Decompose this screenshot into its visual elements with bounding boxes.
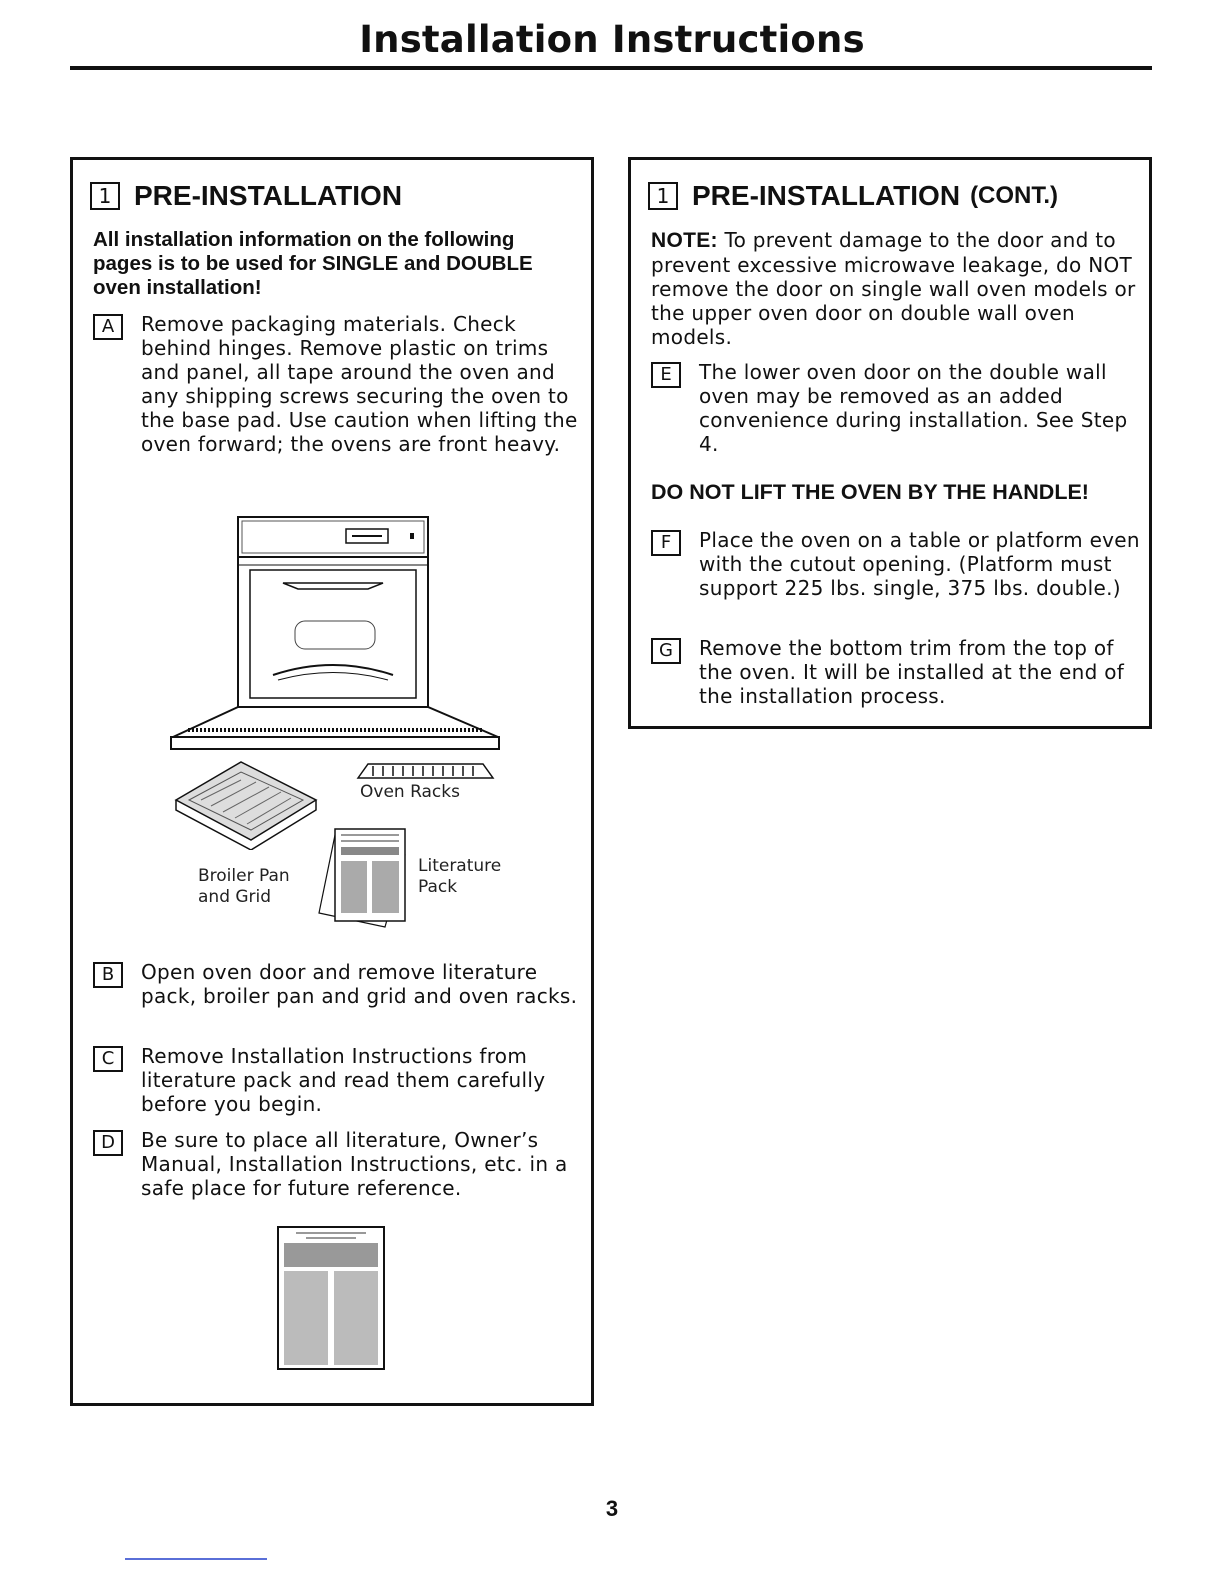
oven-racks-illustration [348,760,498,782]
section-heading-text: PRE-INSTALLATION [134,180,403,211]
step-letter-badge: F [651,530,681,556]
step-item-c [93,1044,583,1116]
broiler-pan-label-line2: and Grid [198,887,272,907]
pre-installation-panel [70,157,594,1406]
step-text: Remove the bottom trim from the top of the oven. It will be installed at the end of the installation process. [699,636,1125,708]
step-letter-badge: A [93,314,123,340]
step-item-g [651,636,1141,708]
section-heading-text: PRE-INSTALLATION [692,180,961,211]
handle-warning: DO NOT LIFT THE OVEN BY THE HANDLE! [651,480,1089,504]
literature-pack-illustration [315,825,415,930]
literature-pack-label-line2: Pack [418,877,458,897]
title-rule [70,66,1152,70]
step-letter-badge: B [93,962,123,988]
step-item-b [93,960,583,1008]
wall-oven-illustration [168,515,503,750]
step-text: Open oven door and remove literature pack, broiler pan and grid and oven racks. [141,960,578,1008]
literature-pack-label-line1: Literature [418,856,502,876]
page-number: 3 [605,1496,619,1521]
note-text: To prevent damage to the door and to prevent excessive microwave leakage, do NOT remove the door on single wall oven models or the upper oven door on double wall oven models. [651,228,1136,349]
oven-racks-label: Oven Racks [360,782,460,802]
step-letter-badge: G [651,638,681,664]
step-text: The lower oven door on the double wall oven may be removed as an added convenience during installation. See Step 4. [699,360,1128,456]
installation-booklet-illustration [276,1225,386,1371]
continued-suffix: (CONT.) [970,182,1059,209]
step-number-badge: 1 [648,182,678,210]
step-text: Remove Installation Instructions from literature pack and read them carefully before you begin. [141,1044,546,1116]
note-label: NOTE: [651,229,718,252]
broiler-pan-label-line1: Broiler Pan [198,866,290,886]
literature-pack-label [418,856,501,898]
lead-statement: All installation information on the following pages is to be used for SINGLE and DOUBLE oven installation! [93,228,533,299]
section-heading [648,180,1058,212]
step-letter-badge: C [93,1046,123,1072]
step-item-f [651,528,1141,600]
note-paragraph [651,228,1141,349]
broiler-pan-label [198,866,290,908]
step-letter-badge: D [93,1130,123,1156]
footer-line [125,1558,267,1560]
step-item-a [93,312,583,456]
step-item-d [93,1128,583,1200]
step-text: Be sure to place all literature, Owner’s Manual, Installation Instructions, etc. in a safe place for future reference. [141,1128,568,1200]
section-heading [90,180,402,212]
broiler-pan-illustration [171,760,321,850]
pre-installation-cont-panel [628,157,1152,729]
step-item-e [651,360,1141,456]
step-text: Place the oven on a table or platform even with the cutout opening. (Platform must support 225 lbs. single, 375 lbs. double.) [699,528,1140,600]
step-number-badge: 1 [90,182,120,210]
page-title: Installation Instructions [359,18,865,61]
step-letter-badge: E [651,362,681,388]
step-text: Remove packaging materials. Check behind hinges. Remove plastic on trims and panel, all tape around the oven and any shipping screws securing the oven to the base pad. Use caution when lifting the oven forward; the ovens are front heavy. [141,312,578,456]
